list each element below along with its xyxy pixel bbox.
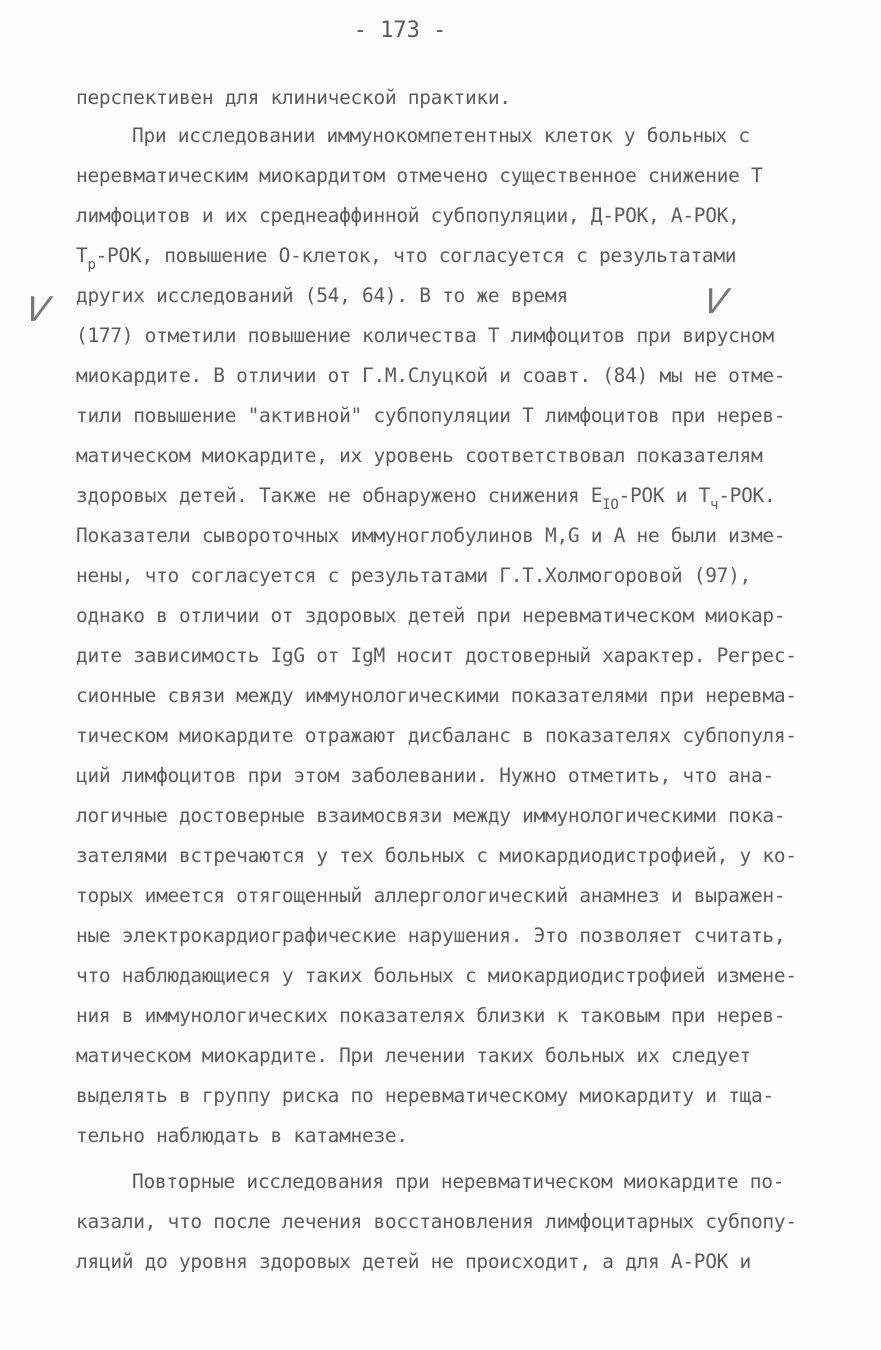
text-line: нены, что согласуется с результатами Г.Т.Холмогоровой (97), xyxy=(76,564,751,587)
subscript: IО xyxy=(602,497,619,513)
paragraph-start-line: Повторные исследования при неревматическом миокардите по- xyxy=(132,1170,785,1193)
text-line: ния в иммунологических показателях близки к таковым при нерев- xyxy=(76,1004,786,1027)
text-line: ций лимфоцитов при этом заболевании. Нужно отметить, что ана- xyxy=(76,764,774,787)
text-fragment: здоровых детей. Также не обнаружено снижения Е xyxy=(76,484,603,507)
text-line: ляций до уровня здоровых детей не происходит, а для А-РОК и xyxy=(76,1250,751,1273)
subscript: р xyxy=(87,257,96,273)
text-line: других исследований (54, 64). В то же время xyxy=(76,284,568,307)
paragraph-start-line: При исследовании иммунокомпетентных клеток у больных с xyxy=(132,124,750,147)
text-line: зателями встречаются у тех больных с миокардиодистрофией, у ко- xyxy=(76,844,797,867)
text-line: неревматическим миокардитом отмечено существенное снижение Т xyxy=(76,164,763,187)
text-line: матическом миокардите, их уровень соответствовал показателям xyxy=(76,444,763,467)
text-line: казали, что после лечения восстановления лимфоцитарных субпопу- xyxy=(76,1210,797,1233)
text-line: ные электрокардиографические нарушения. Это позволяет считать, xyxy=(76,924,786,947)
text-line: тическом миокардите отражают дисбаланс в показателях субпопуля- xyxy=(76,724,797,747)
text-line: сионные связи между иммунологическими показателями при неревма- xyxy=(76,684,797,707)
text-fragment: -РОК, повышение О-клеток, что согласуется с результатами xyxy=(95,244,737,267)
right-margin-check-mark: V xyxy=(700,282,731,322)
text-line: матическом миокардите. При лечении таких больных их следует xyxy=(76,1044,751,1067)
text-line: что наблюдающиеся у таких больных с миокардиодистрофией измене- xyxy=(76,964,797,987)
page-number: - 173 - xyxy=(353,18,447,43)
text-line: тельно наблюдать в катамнезе. xyxy=(76,1124,408,1147)
text-line: торых имеется отягощенный аллергологический анамнез и выражен- xyxy=(76,884,786,907)
subscript: ч xyxy=(710,497,719,513)
text-line: тили повышение "активной" субпопуляции Т лимфоцитов при нерев- xyxy=(76,404,786,427)
text-line: логичные достоверные взаимосвязи между иммунологическими пока- xyxy=(76,804,786,827)
text-line: выделять в группу риска по неревматическому миокардиту и тща- xyxy=(76,1084,774,1107)
text-fragment: -РОК и Т xyxy=(618,484,711,507)
text-line xyxy=(76,484,776,513)
text-line: Показатели сывороточных иммуноглобулинов М,G и А не были изме- xyxy=(76,524,786,547)
text-line: перспективен для клинической практики. xyxy=(76,86,511,109)
text-fragment: Т xyxy=(76,244,88,267)
text-line xyxy=(76,244,737,273)
text-line: миокардите. В отличии от Г.М.Слуцкой и соавт. (84) мы не отме- xyxy=(76,364,786,387)
text-line: (177) отметили повышение количества Т лимфоцитов при вирусном xyxy=(76,324,774,347)
text-line: однако в отличии от здоровых детей при неревматическом миокар- xyxy=(76,604,786,627)
text-line: лимфоцитов и их среднеаффинной субпопуляции, Д-РОК, А-РОК, xyxy=(76,204,740,227)
text-fragment: -РОК. xyxy=(718,484,776,507)
text-line: дите зависимость IgG от IgM носит достоверный характер. Регрес- xyxy=(76,644,797,667)
left-margin-check-mark: V xyxy=(22,290,53,330)
